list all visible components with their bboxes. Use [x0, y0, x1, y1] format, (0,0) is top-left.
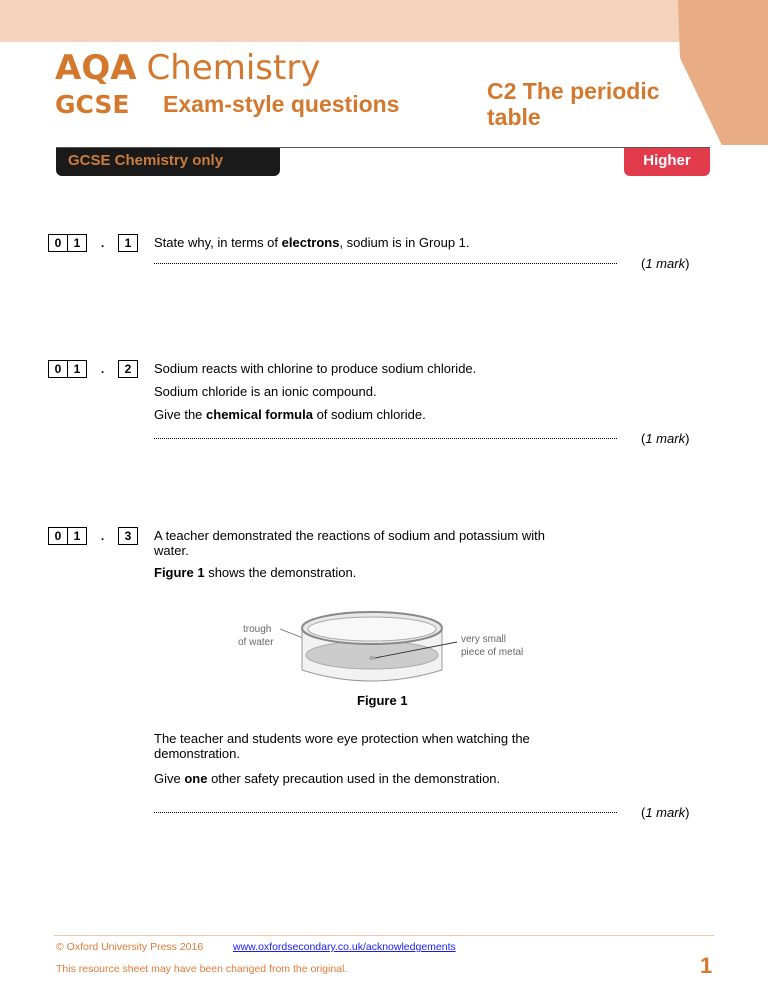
page-number: 1 [700, 953, 713, 978]
question-number-01-3 [48, 527, 138, 545]
dot: . [100, 529, 105, 543]
figure-trough-diagram [200, 610, 540, 690]
mark-text: 1 mark [645, 805, 686, 820]
text: Give the [154, 407, 207, 422]
digit: 0 [48, 234, 68, 252]
logo-level: GCSE [55, 90, 130, 119]
digit: 3 [118, 527, 138, 545]
acknowledgements-link[interactable]: www.oxfordsecondary.co.uk/acknowledgements [233, 941, 456, 953]
subtitle: Exam-style questions [163, 91, 400, 117]
digit: 1 [68, 527, 87, 545]
mark-allocation: (1 mark) [641, 256, 690, 271]
question-text: Sodium reacts with chlorine to produce sodium chloride. [154, 361, 477, 376]
header-band [0, 0, 768, 42]
digit: 1 [118, 234, 138, 252]
question-text [154, 565, 574, 580]
mark-text: 1 mark [645, 431, 686, 446]
figure-label: trough [243, 624, 272, 635]
question-number-01-2 [48, 360, 138, 378]
figure-caption: Figure 1 [357, 693, 408, 708]
topic-title: C2 The periodic table [487, 78, 660, 130]
text: other safety precaution used in the demonstration. [207, 771, 501, 786]
digit: 2 [118, 360, 138, 378]
footer-rule [54, 935, 714, 936]
figure-label: of water [238, 637, 274, 648]
mark-text: 1 mark [645, 256, 686, 271]
chemistry-only-badge: GCSE Chemistry only [56, 148, 280, 176]
answer-line[interactable] [154, 811, 617, 813]
question-number-01-1 [48, 234, 138, 252]
question-text: Sodium chloride is an ionic compound. [154, 384, 377, 399]
question-text [154, 407, 574, 422]
digit: 1 [68, 360, 87, 378]
logo [55, 48, 320, 88]
question-text [154, 771, 574, 786]
text: State why, in terms of [154, 235, 282, 250]
tier-badge: Higher [624, 148, 710, 176]
question-text: A teacher demonstrated the reactions of sodium and potassium with water. [154, 528, 545, 558]
bold-text: Figure 1 [154, 565, 205, 580]
text: shows the demonstration. [204, 565, 357, 580]
digit: 0 [48, 527, 68, 545]
mark-allocation: (1 mark) [641, 805, 690, 820]
dot: . [100, 236, 105, 250]
bold-text: electrons [281, 235, 340, 250]
text: Give [154, 771, 185, 786]
digit: 0 [48, 360, 68, 378]
answer-line[interactable] [154, 262, 617, 264]
bold-text: one [184, 771, 208, 786]
question-text [154, 235, 574, 250]
dot: . [100, 362, 105, 376]
answer-line[interactable] [154, 437, 617, 439]
figure-label: very small [461, 634, 507, 645]
logo-subject: Chemistry [146, 48, 321, 88]
digit: 1 [68, 234, 87, 252]
copyright: © Oxford University Press 2016 [56, 941, 204, 953]
footer-notice: This resource sheet may have been changed from the original. [56, 963, 348, 975]
figure-label: piece of metal [461, 647, 524, 658]
bold-text: chemical formula [206, 407, 313, 422]
text: of sodium chloride. [312, 407, 426, 422]
question-text: The teacher and students wore eye protection when watching the demonstration. [154, 731, 530, 761]
logo-brand: AQA [55, 48, 137, 88]
text: , sodium is in Group 1. [339, 235, 470, 250]
mark-allocation: (1 mark) [641, 431, 690, 446]
